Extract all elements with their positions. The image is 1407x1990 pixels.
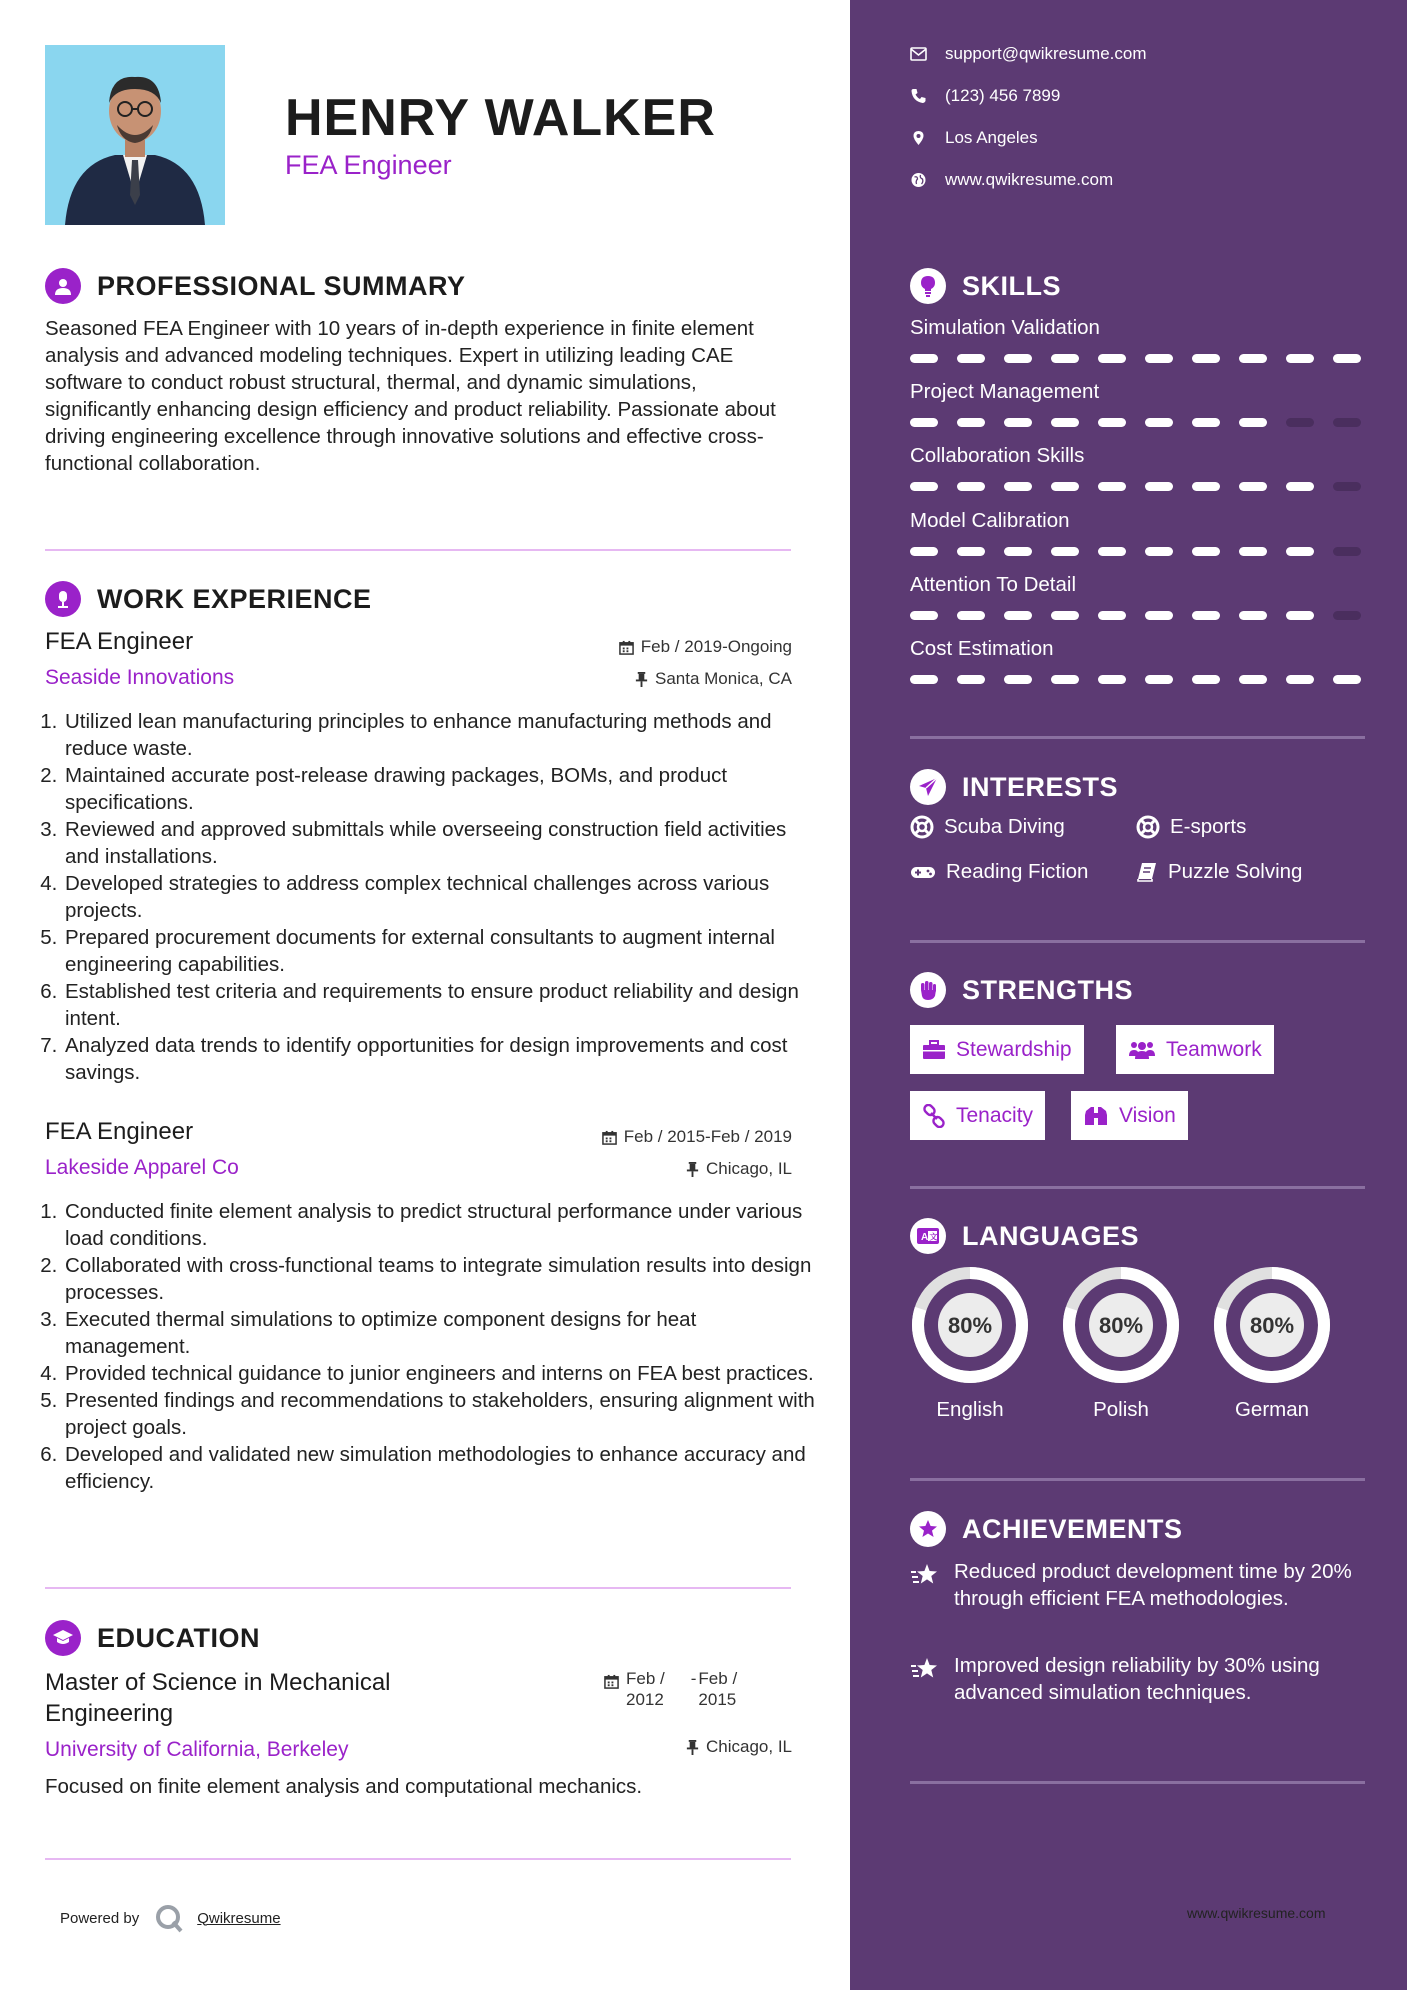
- link-icon: [922, 1104, 946, 1128]
- interest-item: [1136, 860, 1302, 884]
- star-icon: [910, 1562, 940, 1588]
- skill-level-dash: [1286, 611, 1314, 620]
- paper-plane-icon: [910, 769, 946, 805]
- language-ring: [910, 1265, 1030, 1385]
- skill-level-dash: [1145, 354, 1173, 363]
- strength-label: Tenacity: [956, 1103, 1034, 1127]
- skill-level-dash: [1004, 611, 1032, 620]
- language-ring: [1212, 1265, 1332, 1385]
- section-divider: [910, 736, 1365, 739]
- lifebuoy-icon: [910, 815, 934, 839]
- skill-level-dash: [1333, 547, 1361, 556]
- skill-level-dash: [1239, 547, 1267, 556]
- skill-name: Collaboration Skills: [910, 444, 1085, 467]
- language-percent: 80%: [1249, 1313, 1295, 1338]
- interests-heading: [910, 769, 1118, 805]
- skill-level-dash: [1192, 675, 1220, 684]
- contact-website: [910, 170, 1113, 190]
- experience-heading: [45, 581, 372, 617]
- skill-level-dash: [1145, 547, 1173, 556]
- candidate-title: FEA Engineer: [285, 150, 452, 180]
- skill-level-dash: [1098, 547, 1126, 556]
- job-dates: [602, 1127, 792, 1147]
- calendar-icon: [619, 640, 634, 655]
- skill-level-dash: [910, 547, 938, 556]
- summary-heading-label: PROFESSIONAL SUMMARY: [97, 270, 466, 301]
- list-item: 1. Conducted finite element analysis to predict structural performance under various load conditions.: [63, 1198, 823, 1252]
- binoculars-icon: [1083, 1105, 1109, 1127]
- skill-level-dash: [1098, 354, 1126, 363]
- language-percent: 80%: [947, 1313, 993, 1338]
- contact-phone: [910, 86, 1060, 106]
- list-item: 4. Provided technical guidance to junior engineers and interns on FEA best practices.: [63, 1360, 823, 1387]
- skill-level-dash: [1004, 354, 1032, 363]
- list-item: 2. Collaborated with cross-functional teams to integrate simulation results into design processes.: [63, 1252, 823, 1306]
- svg-text:A: A: [921, 1232, 929, 1243]
- experience-heading-label: WORK EXPERIENCE: [97, 583, 372, 614]
- skill-level-dash: [1051, 418, 1079, 427]
- skill-level-dash: [1051, 482, 1079, 491]
- list-item: 7. Analyzed data trends to identify opportunities for design improvements and cost savings.: [63, 1032, 823, 1086]
- skill-level-dash: [1239, 354, 1267, 363]
- job-company: Seaside Innovations: [45, 666, 235, 689]
- skill-level-dash: [957, 418, 985, 427]
- section-divider: [910, 1478, 1365, 1481]
- skill-meter: [910, 675, 1380, 684]
- skill-name: Cost Estimation: [910, 637, 1054, 660]
- start-date: Feb /: [626, 1669, 665, 1688]
- interest-label: Reading Fiction: [946, 860, 1089, 883]
- calendar-icon: [604, 1674, 619, 1689]
- education-heading: [45, 1620, 260, 1656]
- skill-level-dash: [1286, 482, 1314, 491]
- interests-heading-label: INTERESTS: [962, 771, 1119, 802]
- qwikresume-logo-icon: [153, 1902, 185, 1934]
- skill-level-dash: [1145, 418, 1173, 427]
- list-item: 3. Executed thermal simulations to optimize component designs for heat management.: [63, 1306, 823, 1360]
- skill-name: Simulation Validation: [910, 316, 1100, 339]
- skill-level-dash: [957, 547, 985, 556]
- summary-heading: [45, 268, 466, 304]
- interest-item: [910, 815, 1065, 839]
- skill-level-dash: [1286, 418, 1314, 427]
- skill-level-dash: [910, 482, 938, 491]
- skill-level-dash: [1051, 354, 1079, 363]
- skill-level-dash: [910, 611, 938, 620]
- job-dates: [619, 637, 792, 657]
- skill-level-dash: [1192, 354, 1220, 363]
- strength-chip: [910, 1025, 1084, 1074]
- skill-level-dash: [1192, 547, 1220, 556]
- users-icon: [1128, 1040, 1156, 1060]
- skill-level-dash: [1004, 675, 1032, 684]
- skill-level-dash: [1098, 482, 1126, 491]
- skill-level-dash: [957, 675, 985, 684]
- skill-level-dash: [1051, 611, 1079, 620]
- job-title: FEA Engineer: [45, 1118, 194, 1145]
- skill-meter: [910, 418, 1380, 427]
- map-pin-icon: [910, 130, 927, 146]
- skill-level-dash: [910, 418, 938, 427]
- skill-name: Model Calibration: [910, 509, 1070, 532]
- skill-level-dash: [1004, 482, 1032, 491]
- job-dates-text: Feb / 2019-Ongoing: [640, 637, 792, 656]
- interest-label: Puzzle Solving: [1168, 860, 1303, 883]
- skill-level-dash: [1145, 675, 1173, 684]
- skill-meter: [910, 482, 1380, 491]
- qwikresume-link[interactable]: Qwikresume: [197, 1909, 281, 1927]
- skill-level-dash: [1239, 482, 1267, 491]
- achievement-text: Improved design reliability by 30% using advanced simulation techniques.: [954, 1654, 1320, 1704]
- globe-icon: [910, 172, 927, 188]
- interest-label: E-sports: [1170, 815, 1247, 838]
- achievement-item: [910, 1558, 1360, 1612]
- svg-text:文: 文: [929, 1232, 938, 1242]
- education-description: Focused on finite element analysis and computational mechanics.: [45, 1775, 643, 1798]
- skill-level-dash: [1192, 611, 1220, 620]
- skill-name: Attention To Detail: [910, 573, 1077, 596]
- skill-meter: [910, 611, 1380, 620]
- skill-level-dash: [1239, 611, 1267, 620]
- language-item: [910, 1265, 1030, 1422]
- briefcase-icon: [922, 1040, 946, 1060]
- skill-level-dash: [1239, 418, 1267, 427]
- list-item: 2. Maintained accurate post-release drawing packages, BOMs, and product specifications.: [63, 762, 823, 816]
- job-duties: [38, 708, 823, 1086]
- job-title: FEA Engineer: [45, 628, 194, 655]
- skill-level-dash: [1004, 418, 1032, 427]
- powered-by-label: Powered by: [60, 1909, 140, 1927]
- strength-chip: [1071, 1091, 1188, 1140]
- pin-icon: [686, 1740, 699, 1755]
- achievement-text: Reduced product development time by 20% through efficient FEA methodologies.: [954, 1560, 1352, 1610]
- skill-level-dash: [1145, 482, 1173, 491]
- section-divider: [910, 1186, 1365, 1189]
- skill-level-dash: [1145, 611, 1173, 620]
- skill-level-dash: [1333, 611, 1361, 620]
- skill-level-dash: [1286, 547, 1314, 556]
- list-item: 5. Presented findings and recommendations to stakeholders, ensuring alignment with project goals.: [63, 1387, 823, 1441]
- lifebuoy-icon: [1136, 815, 1160, 839]
- footer-website: www.qwikresume.com: [1187, 1905, 1326, 1921]
- section-divider: [45, 1587, 791, 1589]
- contact-email-text: support@qwikresume.com: [945, 44, 1147, 63]
- skill-level-dash: [957, 611, 985, 620]
- skill-level-dash: [910, 675, 938, 684]
- achievement-item: [910, 1652, 1360, 1706]
- skill-level-dash: [910, 354, 938, 363]
- skills-heading-label: SKILLS: [962, 270, 1062, 301]
- language-percent: 80%: [1098, 1313, 1144, 1338]
- contact-email: [910, 44, 1147, 64]
- degree-line: Engineering: [45, 1700, 174, 1727]
- section-divider: [45, 1858, 791, 1860]
- graduation-cap-icon: [45, 1620, 81, 1656]
- section-divider: [45, 549, 791, 551]
- book-icon: [1136, 861, 1158, 883]
- achievements-heading-label: ACHIEVEMENTS: [962, 1513, 1183, 1544]
- skill-level-dash: [1286, 675, 1314, 684]
- envelope-icon: [910, 47, 927, 61]
- date-separator: -: [690, 1669, 697, 1688]
- podium-icon: [45, 581, 81, 617]
- language-name: English: [936, 1398, 1004, 1421]
- list-item: 6. Developed and validated new simulation methodologies to enhance accuracy and efficiency.: [63, 1441, 823, 1495]
- skill-meter: [910, 354, 1380, 363]
- job-company: Lakeside Apparel Co: [45, 1156, 239, 1179]
- skill-level-dash: [1239, 675, 1267, 684]
- skill-level-dash: [957, 354, 985, 363]
- school: University of California, Berkeley: [45, 1738, 349, 1761]
- skill-meter: [910, 547, 1380, 556]
- end-date: Feb /: [698, 1669, 738, 1688]
- skill-level-dash: [1333, 418, 1361, 427]
- candidate-name: HENRY WALKER: [285, 89, 716, 147]
- gamepad-icon: [910, 862, 936, 882]
- star-badge-icon: [910, 1511, 946, 1547]
- strength-label: Vision: [1119, 1103, 1176, 1127]
- profile-photo: [45, 45, 225, 225]
- education-location: [686, 1737, 792, 1757]
- calendar-icon: [602, 1130, 617, 1145]
- list-item: 1. Utilized lean manufacturing principles to enhance manufacturing methods and reduce waste.: [63, 708, 823, 762]
- job-location: [635, 669, 792, 689]
- languages-heading-label: LANGUAGES: [962, 1220, 1140, 1251]
- star-icon: [910, 1656, 940, 1682]
- job-dates-text: Feb / 2015-Feb / 2019: [623, 1127, 792, 1146]
- start-date: 2012: [626, 1690, 664, 1709]
- skill-name: Project Management: [910, 380, 1100, 403]
- interest-item: [910, 860, 1088, 884]
- skill-level-dash: [1098, 418, 1126, 427]
- language-item: [1061, 1265, 1181, 1422]
- user-icon: [45, 268, 81, 304]
- list-item: 5. Prepared procurement documents for external consultants to augment internal engineering capabilities.: [63, 924, 823, 978]
- skill-level-dash: [1333, 354, 1361, 363]
- skill-level-dash: [1192, 482, 1220, 491]
- job-location-text: Santa Monica, CA: [654, 669, 792, 688]
- powered-by: [60, 1902, 281, 1934]
- skills-heading: [910, 268, 1061, 304]
- interest-item: [1136, 815, 1246, 839]
- skill-level-dash: [1098, 611, 1126, 620]
- skill-level-dash: [1051, 675, 1079, 684]
- skill-level-dash: [1286, 354, 1314, 363]
- strength-chip: [1116, 1025, 1274, 1074]
- language-item: [1212, 1265, 1332, 1422]
- fist-icon: [910, 972, 946, 1008]
- interest-label: Scuba Diving: [944, 815, 1065, 838]
- education-dates: [604, 1668, 737, 1710]
- pin-icon: [686, 1162, 699, 1177]
- skill-level-dash: [1333, 482, 1361, 491]
- summary-text: Seasoned FEA Engineer with 10 years of in-depth experience in finite element analysis and advanced modeling techniques. Expert in utilizing leading CAE software to conduct robust structural, thermal, and dynamic simulations, significantly enhancing design efficiency and product reliability. Passionate about driving engineering excellence through innovative solutions and effective cross-functional collaboration.: [45, 317, 776, 475]
- strength-chip: [910, 1091, 1045, 1140]
- skill-level-dash: [1192, 418, 1220, 427]
- section-divider: [910, 1781, 1365, 1784]
- job-duties: [38, 1198, 823, 1495]
- language-icon: [910, 1218, 946, 1254]
- list-item: 3. Reviewed and approved submittals while overseeing construction field activities and installations.: [63, 816, 823, 870]
- degree: [45, 1667, 391, 1729]
- strength-label: Stewardship: [956, 1037, 1072, 1061]
- language-name: Polish: [1093, 1398, 1149, 1421]
- list-item: 4. Developed strategies to address complex technical challenges across various projects.: [63, 870, 823, 924]
- language-ring: [1061, 1265, 1181, 1385]
- contact-location: [910, 128, 1038, 148]
- pin-icon: [635, 672, 648, 687]
- education-heading-label: EDUCATION: [97, 1622, 260, 1653]
- languages-heading: [910, 1218, 1139, 1254]
- phone-icon: [910, 88, 927, 104]
- list-item: 6. Established test criteria and requirements to ensure product reliability and design intent.: [63, 978, 823, 1032]
- contact-location-text: Los Angeles: [945, 128, 1038, 147]
- skill-level-dash: [1004, 547, 1032, 556]
- skill-level-dash: [1333, 675, 1361, 684]
- skill-level-dash: [957, 482, 985, 491]
- strengths-heading: [910, 972, 1133, 1008]
- skill-level-dash: [1051, 547, 1079, 556]
- strengths-heading-label: STRENGTHS: [962, 974, 1134, 1005]
- end-date: 2015: [698, 1690, 737, 1709]
- job-location-text: Chicago, IL: [706, 1159, 792, 1178]
- contact-phone-text: (123) 456 7899: [945, 86, 1061, 105]
- job-location: [686, 1159, 792, 1179]
- contact-website-text: www.qwikresume.com: [945, 170, 1114, 189]
- strength-label: Teamwork: [1166, 1037, 1262, 1061]
- achievements-heading: [910, 1511, 1183, 1547]
- section-divider: [910, 940, 1365, 943]
- education-location-text: Chicago, IL: [706, 1737, 792, 1756]
- degree-line: Master of Science in Mechanical: [45, 1669, 391, 1696]
- skill-level-dash: [1098, 675, 1126, 684]
- language-name: German: [1234, 1398, 1310, 1421]
- lightbulb-icon: [910, 268, 946, 304]
